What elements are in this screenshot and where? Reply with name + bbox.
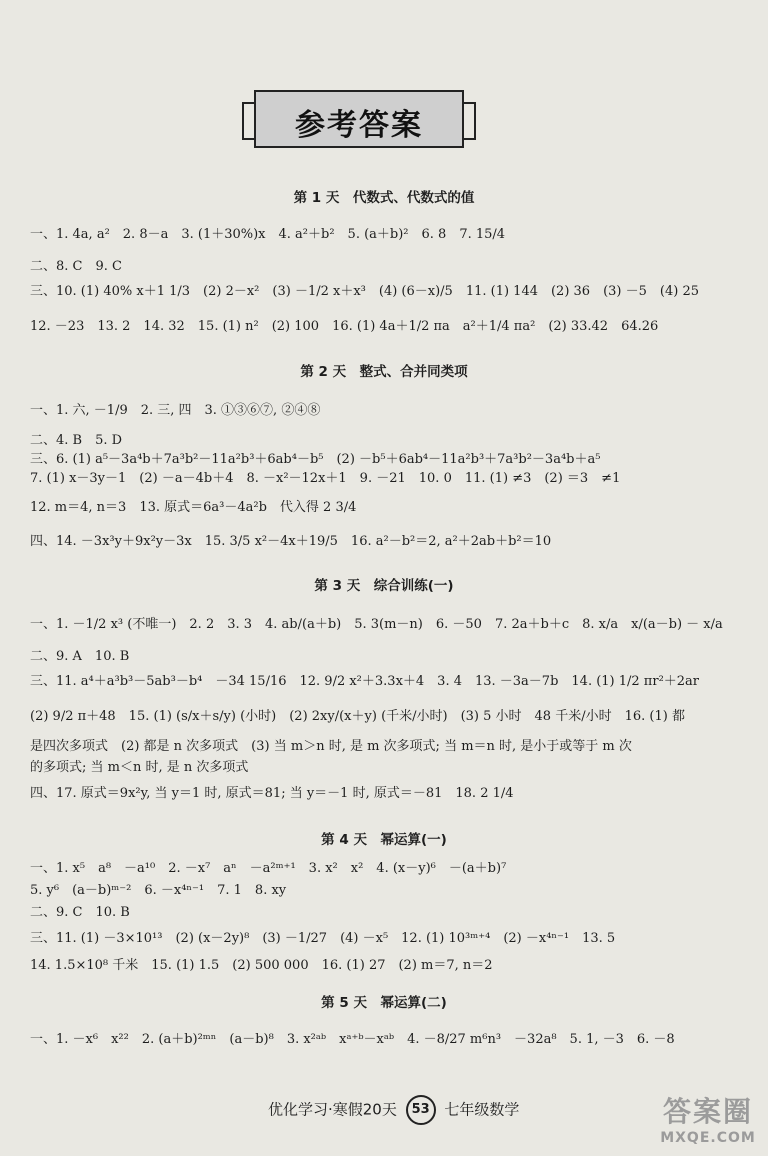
answer-line: 5. y⁶ (a－b)ᵐ⁻² 6. －x⁴ⁿ⁻¹ 7. 1 8. xy bbox=[30, 883, 287, 898]
answer-line: 是四次多项式 (2) 都是 n 次多项式 (3) 当 m＞n 时, 是 m 次多项式; 当 m＝n 时, 是小于或等于 m 次 bbox=[30, 739, 632, 754]
answer-line: 二、9. C 10. B bbox=[30, 905, 130, 920]
watermark-logo-text: 答案圈 bbox=[662, 1095, 753, 1128]
answer-line: 二、4. B 5. D bbox=[30, 433, 123, 448]
answer-line: 14. 1.5×10⁸ 千米 15. (1) 1.5 (2) 500 000 16. (1) 27 (2) m＝7, n＝2 bbox=[30, 958, 493, 973]
page-footer bbox=[268, 1095, 519, 1125]
answer-line: 三、6. (1) a⁵－3a⁴b＋7a³b²－11a²b³＋6ab⁴－b⁵ (2) －b⁵＋6ab⁴－11a²b³＋7a³b²－3a⁴b＋a⁵ bbox=[30, 452, 601, 467]
answer-line: 三、11. (1) －3×10¹³ (2) (x－2y)⁸ (3) －1/27 (4) －x⁵ 12. (1) 10³ᵐ⁺⁴ (2) －x⁴ⁿ⁻¹ 13. 5 bbox=[30, 931, 616, 946]
answer-line: 三、11. a⁴＋a³b³－5ab³－b⁴ －34 15/16 12. 9/2 x²＋3.3x＋4 3. 4 13. －3a－7b 14. (1) 1/2 πr²＋2ar bbox=[30, 674, 700, 689]
answer-line: 一、1. 六, －1/9 2. 三, 四 3. ①③⑥⑦, ②④⑧ bbox=[30, 403, 321, 418]
answer-line: (2) 9/2 π＋48 15. (1) (s/x＋s/y) (小时) (2) 2xy/(x＋y) (千米/小时) (3) 5 小时 48 千米/小时 16. (1) 都 bbox=[30, 709, 685, 724]
answer-line: 二、9. A 10. B bbox=[30, 649, 130, 664]
answer-line: 7. (1) x－3y－1 (2) －a－4b＋4 8. －x²－12x＋1 9. －21 10. 0 11. (1) ≠3 (2) ＝3 ≠1 bbox=[30, 471, 621, 486]
footer-book-title: 优化学习·寒假20天 bbox=[268, 1100, 397, 1119]
answer-line: 三、10. (1) 40% x＋1 1/3 (2) 2－x² (3) －1/2 x＋x³ (4) (6－x)/5 11. (1) 144 (2) 36 (3) －5 (4) 25 bbox=[30, 284, 699, 299]
answer-line: 一、1. x⁵ a⁸ －a¹⁰ 2. －x⁷ aⁿ －a²ᵐ⁺¹ 3. x² x² 4. (x－y)⁶ －(a＋b)⁷ bbox=[30, 861, 507, 876]
answer-line: 四、17. 原式＝9x²y, 当 y＝1 时, 原式＝81; 当 y＝－1 时, 原式＝－81 18. 2 1/4 bbox=[30, 786, 514, 801]
answer-line: 一、1. 4a, a² 2. 8－a 3. (1＋30%)x 4. a²＋b² 5. (a＋b)² 6. 8 7. 15/4 bbox=[30, 227, 506, 242]
answer-line: 的多项式; 当 m＜n 时, 是 n 次多项式 bbox=[30, 760, 249, 775]
day-3-header: 第 3 天 综合训练(一) bbox=[314, 578, 454, 594]
footer-grade: 七年级数学 bbox=[444, 1100, 520, 1119]
day-4-header: 第 4 天 幂运算(一) bbox=[321, 832, 447, 848]
answer-line: 一、1. －1/2 x³ (不唯一) 2. 2 3. 3 4. ab/(a＋b) 5. 3(m－n) 6. －50 7. 2a＋b＋c 8. x/a x/(a－b) － x/a bbox=[30, 617, 723, 632]
answer-banner bbox=[254, 90, 464, 148]
answer-line: 12. －23 13. 2 14. 32 15. (1) n² (2) 100 16. (1) 4a＋1/2 πa a²＋1/4 πa² (2) 33.42 64.26 bbox=[30, 319, 659, 334]
site-watermark bbox=[652, 1090, 764, 1152]
day-5-header: 第 5 天 幂运算(二) bbox=[321, 995, 447, 1011]
banner-title: 参考答案 bbox=[295, 108, 423, 143]
day-2-header: 第 2 天 整式、合并同类项 bbox=[300, 364, 468, 380]
watermark-url: MXQE.COM bbox=[660, 1130, 756, 1146]
answer-line: 四、14. －3x³y＋9x²y－3x 15. 3/5 x²－4x＋19/5 16. a²－b²＝2, a²＋2ab＋b²＝10 bbox=[30, 534, 552, 549]
answer-line: 12. m＝4, n＝3 13. 原式＝6a³－4a²b 代入得 2 3/4 bbox=[30, 500, 357, 515]
answer-line: 一、1. －x⁶ x²² 2. (a＋b)²ᵐⁿ (a－b)⁸ 3. x²ᵃᵇ xᵃ⁺ᵇ－xᵃᵇ 4. －8/27 m⁶n³ －32a⁸ 5. 1, －3 6. －8 bbox=[30, 1032, 675, 1047]
page-number: 53 bbox=[406, 1095, 436, 1125]
answer-line: 二、8. C 9. C bbox=[30, 259, 122, 274]
day-1-header: 第 1 天 代数式、代数式的值 bbox=[293, 190, 475, 206]
